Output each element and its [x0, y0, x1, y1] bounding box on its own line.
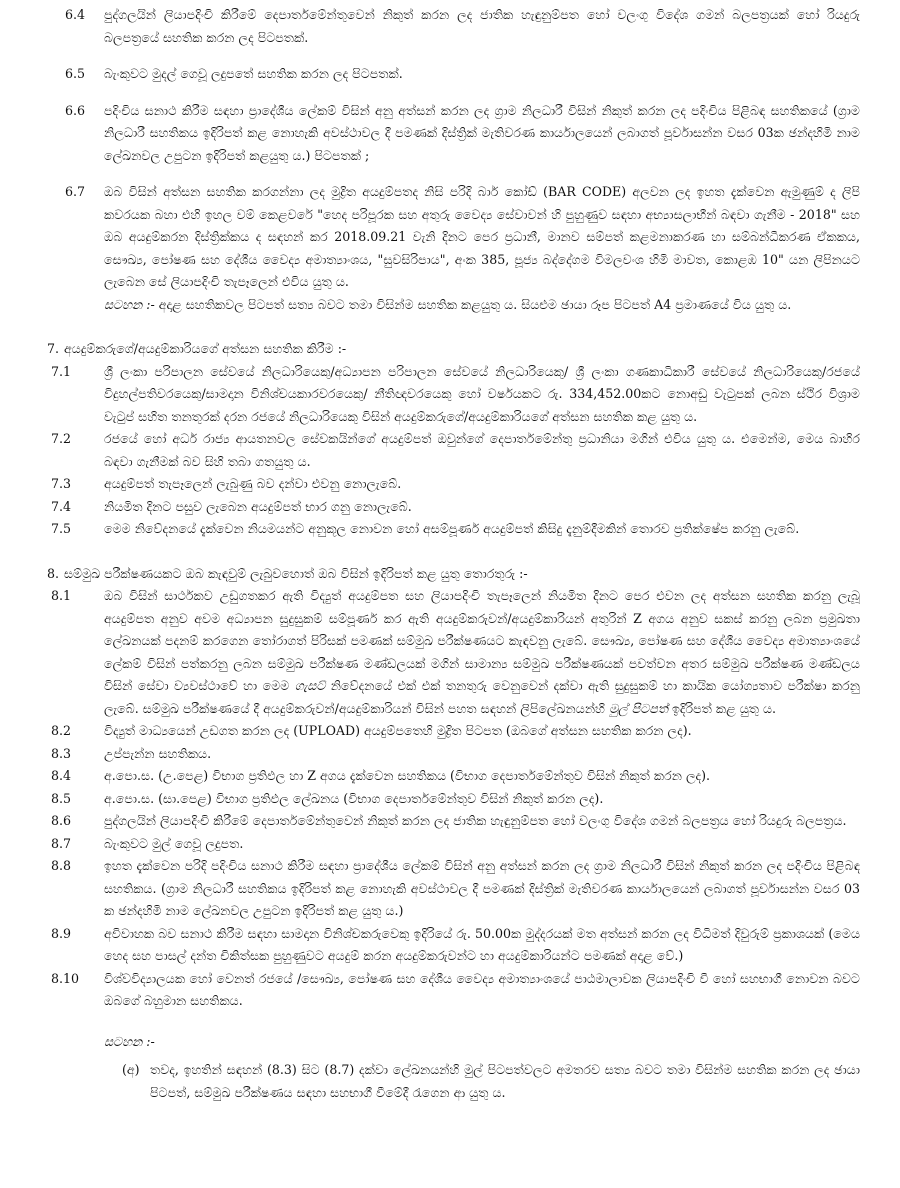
item-text: අ.පො.ස. (උ.පෙළ) විභාග ප්‍රතිඵල හා Z අගය දැක්වෙන සහතිකය (විභාග දෙපාර්තමේන්තුව විසින් නිකුත් කරන ලද). [104, 768, 711, 783]
item-7-3 [40, 473, 860, 496]
item-7-4 [40, 496, 860, 519]
item-number: 6.7 [65, 184, 86, 199]
item-number: 8.1 [51, 588, 72, 603]
item-number: 8.8 [51, 858, 72, 873]
item-number: 8.5 [51, 790, 72, 806]
section-title: අයදුම්කරුගේ/අයදුම්කාරියගේ අත්සන සහතික කිරීම :- [64, 341, 347, 356]
item-text: ඔබ විසින් අත්සන සහතික කරගන්නා ලද මුද්‍රිත අයදුම්පතද නිසි පරිදි බාර් කෝඩ් (BAR CODE) අලවන ලද ඉහත දැක්වෙන ඇමුණුම් ද ලිපි කවරයක බහා එහි ඉහල වම් කෙළවරේ "හෙද පරිපූරක සහ අතුරු වෛද්‍ය සේවාවන් හි පුහුණුව සඳහා අභ්‍යාසලාභීන් බඳවා ගැනීම - 2018" සහ ඔබ අයදුම්කරන දිස්ත්‍රික්කය ද සඳහන් කර 2018.09.21 වැනි දිනට පෙර ප්‍රධානී, මානව සම්පත් කළමනාකරණ හා සම්බන්ධීකරණ ඒකකය, සෞඛ්‍ය, පෝෂණ සහ දේශීය වෛද්‍ය අමාත්‍යාංශය, "සුවසිරිපාය", අංක 385, පූජ්‍ය බද්දේගම විමලවංශ හිමි මාවත, කොළඹ 10" යන ලිපිනයට ලැබෙන සේ ලියාපදිංචි තැපෑලෙන් එවිය යුතු ය. [104, 184, 860, 289]
item-number: 8.6 [51, 813, 72, 828]
item-6-7 [40, 181, 860, 294]
item-number: 7.4 [51, 498, 72, 514]
emphasis-originals: මුල් පිටපත් [608, 700, 668, 716]
item-8-1 [40, 585, 860, 720]
section-number: 8. [47, 565, 60, 581]
item-number: 8.10 [51, 970, 80, 986]
item-6-6 [40, 100, 860, 168]
item-text: උප්පැන්න සහතිකය. [104, 745, 212, 761]
item-8-4 [40, 765, 860, 788]
item-8-7 [40, 833, 860, 856]
item-text: අ.පො.ස. (සා.පෙළ) විභාග ප්‍රතිඵල ලේඛනය (විභාග දෙපාර්තමේන්තුව විසින් නිකුත් කරන ලද). [104, 790, 604, 806]
item-8-3 [40, 743, 860, 766]
item-number: 7.2 [51, 431, 72, 446]
item-text [104, 585, 860, 720]
item-number: 6.4 [65, 7, 86, 22]
item-number: 7.3 [51, 476, 72, 491]
note-item-a [40, 1059, 860, 1104]
section-number: 7. [47, 341, 60, 356]
emphasis-gazette: ගැසට් [294, 678, 326, 693]
item-text: ඉහත දැක්වෙන පරිදි පදිංචිය සනාථ කිරීම සඳහා ප්‍රාදේශීය ලේකම් විසින් අනු අත්සන් කරන ලද ග්‍රාම නිලධාරී විසින් නිකුත් කරන ලද පදිංචිය පිළිබඳ සහතිකය. (ග්‍රාම නිලධාරී සහතිකය ඉදිරිපත් කළ නොහැකි අවස්ථාවල දී පමණක් දිස්ත්‍රික් මැතිවරණ කාර්යාලයෙන් ලබාගත් පූර්වාසන්න වසර 03 ක ඡන්දහිමි නාම ලේඛනවල උපුටන ඉදිරිපත් කළ යුතු ය.) [104, 858, 860, 918]
item-text: මෙම නිවේදනයේ දැක්වෙන නියමයන්ට අනුකූල නොවන හෝ අසම්පූර්ණ අයදුම්පත් කිසිදු දැනුම්දීමකින් තොරව ප්‍රතික්ෂේප කරනු ලැබේ. [104, 521, 800, 536]
item-text: ශ්‍රී ලංකා පරිපාලන සේවයේ නිලධාරියෙකු/අධ්‍යාපන පරිපාලන සේවයේ නිලධාරියෙකු/ ශ්‍රී ලංකා ගණකාධිකාරී සේවයේ නිලධාරියෙකු/රජයේ විදුහල්පතිවරයෙකු/සාමදාන විනිශ්චයකාරවරයෙකු/ නීතිඥවරයෙකු හෝ වර්ෂයකට රු. 334,452.00කට නොඅඩු වැටුපක් ලබන ස්ථිර විශ්‍රාම වැටුප් සහිත තනතුරක් දරන රජයේ නිලධාරියෙකු විසින් අයදුම්කරුගේ/අයදුම්කාරියගේ අත්සන සහතික කළ යුතු ය. [104, 363, 860, 424]
item-7-1 [40, 361, 860, 429]
note-marker: (අ) [122, 1062, 140, 1077]
item-number: 6.6 [65, 102, 86, 118]
item-number: 7.1 [51, 363, 72, 379]
note-6-7 [40, 294, 860, 317]
item-text-part: නිවේදනයේ එක් එක් තනතුරු වෙනුවෙන් දක්වා ඇති සුදුසුකම් හා කායික යෝග්‍යතාව පරීක්ෂා කරනු ලැබේ. සම්මුඛ පරීක්ෂණයේ දී අයදුම්කරුවන්/අයදුම්කාරියන් විසින් පහත සඳහන් ලිපිලේඛනයන්හි [104, 678, 860, 716]
item-8-9 [40, 923, 860, 968]
item-8-2 [40, 720, 860, 743]
item-number: 8.7 [51, 835, 72, 851]
item-text-part: ඉදිරිපත් කළ යුතු ය. [672, 700, 777, 716]
item-8-6 [40, 810, 860, 833]
item-8-8 [40, 855, 860, 923]
item-text: බැංකුවට මුදල් ගෙවූ ලදුපතේ සහතික කරන ලද පිටපතක්. [104, 66, 403, 81]
item-text: විද්‍යුත් මාධ්‍යයෙන් උඩගත කරන ලද (UPLOAD) අයදුම්පතෙහි මුද්‍රිත පිටපත (ඔබගේ අත්සන සහතික කරන ලද). [104, 723, 692, 738]
item-text-part: ඔබ විසින් සාර්ථකව උඩුගතකර ඇති විද්‍යුත් අයදුම්පත සහ ලියාපදිංචි තැපෑලෙන් නියමිත දිනට පෙර එවන ලද අත්සන සහතික කරනු ලැබූ අයදුම්පත අනුව අවම අධ්‍යාපන සුදුසුකම් සම්පූර්ණ කර ඇති අයදුම්කරුවන්/අයදුම්කාරියන් අතුරින් Z අගය අනුව සකස් කරනු ලබන ප්‍රමුඛතා ලේඛනයක් පදනම් කරගෙන තෝරාගත් පිරිසක් පමණක් සම්මුඛ පරීක්ෂණයට කැඳවනු ලැබේ. සෞඛ්‍ය, පෝෂණ සහ දේශීය වෛද්‍ය අමාත්‍යාංශයේ ලේකම් විසින් පත්කරනු ලබන සම්මුඛ පරීක්ෂණ මණ්ඩලයක් මගින් සාමාන්‍ය සම්මුඛ පරීක්ෂණයක් පවත්වන අතර සම්මුඛ පරීක්ෂණ මණ්ඩලය විසින් සේවා ව්‍යවස්ථාවේ හා මෙම [104, 588, 860, 693]
item-text: බැංකුවට මුල් ගෙවූ ලදුපත. [104, 835, 244, 851]
section-8-heading [40, 563, 860, 586]
item-number: 6.5 [65, 66, 86, 81]
note-text: අදාළ සහතිකවල පිටපත් සත්‍ය බවට තමා විසින්ම සහතික කළයුතු ය. සියළුම ඡායා රූප පිටපත් A4 ප්‍රමාණයේ විය යුතු ය. [158, 296, 792, 312]
item-text: පුද්ගලයින් ලියාපදිංචි කිරීමේ දෙපාර්තමේන්තුවෙන් නිකුත් කරන ලද ජාතික හැඳුනුම්පත හෝ වලංගු විදේශ ගමන් බලපත්‍රය හෝ රියදුරු බලපත්‍රය. [104, 813, 847, 828]
section-7-heading [40, 338, 860, 361]
item-number: 8.9 [51, 925, 72, 941]
item-text: අවිවාහක බව සනාථ කිරීම සඳහා සාමදාන විනිශ්චකරුවෙකු ඉදිරියේ රු. 50.00ක මුද්දරයක් මත අත්සන් කරන ලද විධිමත් දිවුරුම් ප්‍රකාශයක් (මෙය හෙද සහ පාසල් දන්ත චිකිත්සක පුහුණුවට අයදුම් කරන අයදුම්කරුවන්ට හා අයදුම්කාරියන්ට පමණක් අදාළ වේ.) [104, 925, 860, 963]
note-label: සටහන :- [104, 296, 155, 312]
item-number: 7.5 [51, 521, 72, 536]
item-number: 8.2 [51, 723, 72, 738]
item-8-5 [40, 788, 860, 811]
item-6-5 [40, 63, 860, 86]
notes-heading: සටහන :- [104, 1033, 155, 1049]
item-text: විශ්වවිද්‍යාලයක හෝ වෙනත් රජයේ /සෞඛ්‍ය, පෝෂණ සහ දේශීය වෛද්‍ය අමාත්‍යාංශයේ පාඨමාලාවක ලියාපදිංචි වී හෝ සහභාගී නොවන බවට ඔබගේ බහුමාන සහතිකය. [104, 970, 860, 1008]
item-text: පුද්ගලයින් ලියාපදිංචි කිරීමේ දෙපාර්තමේන්තුවෙන් නිකුත් කරන ලද ජාතික හැඳුනුම්පත හෝ වලංගු විදේශ ගමන් බලපත්‍රයක් හෝ රියදුරු බලපත්‍රයේ සහතික කරන ලද පිටපතක්. [104, 7, 860, 45]
item-8-10 [40, 968, 860, 1013]
section-title: සම්මුඛ පරීක්ෂණයකට ඔබ කැඳවුම් ලැබුවහොත් ඔබ විසින් ඉදිරිපත් කළ යුතු තොරතුරු :- [64, 565, 528, 581]
item-7-2 [40, 428, 860, 473]
item-text: රජයේ හෝ අර්ධ රාජ්‍ය ආයතනවල සේවකයින්ගේ අයදුම්පත් ඔවුන්ගේ දෙපාර්තමේන්තු ප්‍රධානියා මගින් එවිය යුතු ය. එමෙන්ම, මෙය බාහිර බඳවා ගැනීමක් බව සිහි තබා ගතයුතු ය. [104, 431, 860, 469]
item-text: අයදුම්පත් තැපෑලෙන් ලැබුණු බව දන්වා එවනු නොලැබේ. [104, 476, 402, 491]
item-text: නියමිත දිනට පසුව ලැබෙන අයදුම්පත් භාර ගනු නොලැබේ. [104, 498, 412, 514]
item-number: 8.4 [51, 768, 72, 783]
item-number: 8.3 [51, 745, 72, 761]
item-6-4 [40, 4, 860, 49]
item-text: පදිංචිය සනාථ කිරීම සඳහා ප්‍රාදේශීය ලේකම් විසින් අනු අත්සන් කරන ලද ග්‍රාම නිලධාරී විසින් නිකුත් කරන ලද පදිංචිය පිළිබඳ සහතිකයේ (ග්‍රාම නිලධාරී සහතිකය ඉදිරිපත් කළ නොහැකි අවස්ථාවල දී පමණක් දිස්ත්‍රික් මැතිවරණ කාර්යාලයෙන් ලබාගත් පූර්වාසන්න වසර 03ක ඡන්දහිමි නාම ලේඛනවල උපුටන ඉදිරිපත් කළයුතු ය.) පිටපතක් ; [104, 102, 860, 163]
item-7-5 [40, 518, 860, 541]
note-text: තවද, ඉහතින් සඳහන් (8.3) සිට (8.7) දක්වා ලේඛනයන්හි මුල් පිටපත්වලට අමතරව සත්‍ය බවට තමා විසින්ම සහතික කරන ලද ඡායා පිටපත්, සම්මුඛ පරීක්ෂණය සඳහා සහභාගී වීමේදී රැගෙන ආ යුතු ය. [150, 1062, 860, 1100]
